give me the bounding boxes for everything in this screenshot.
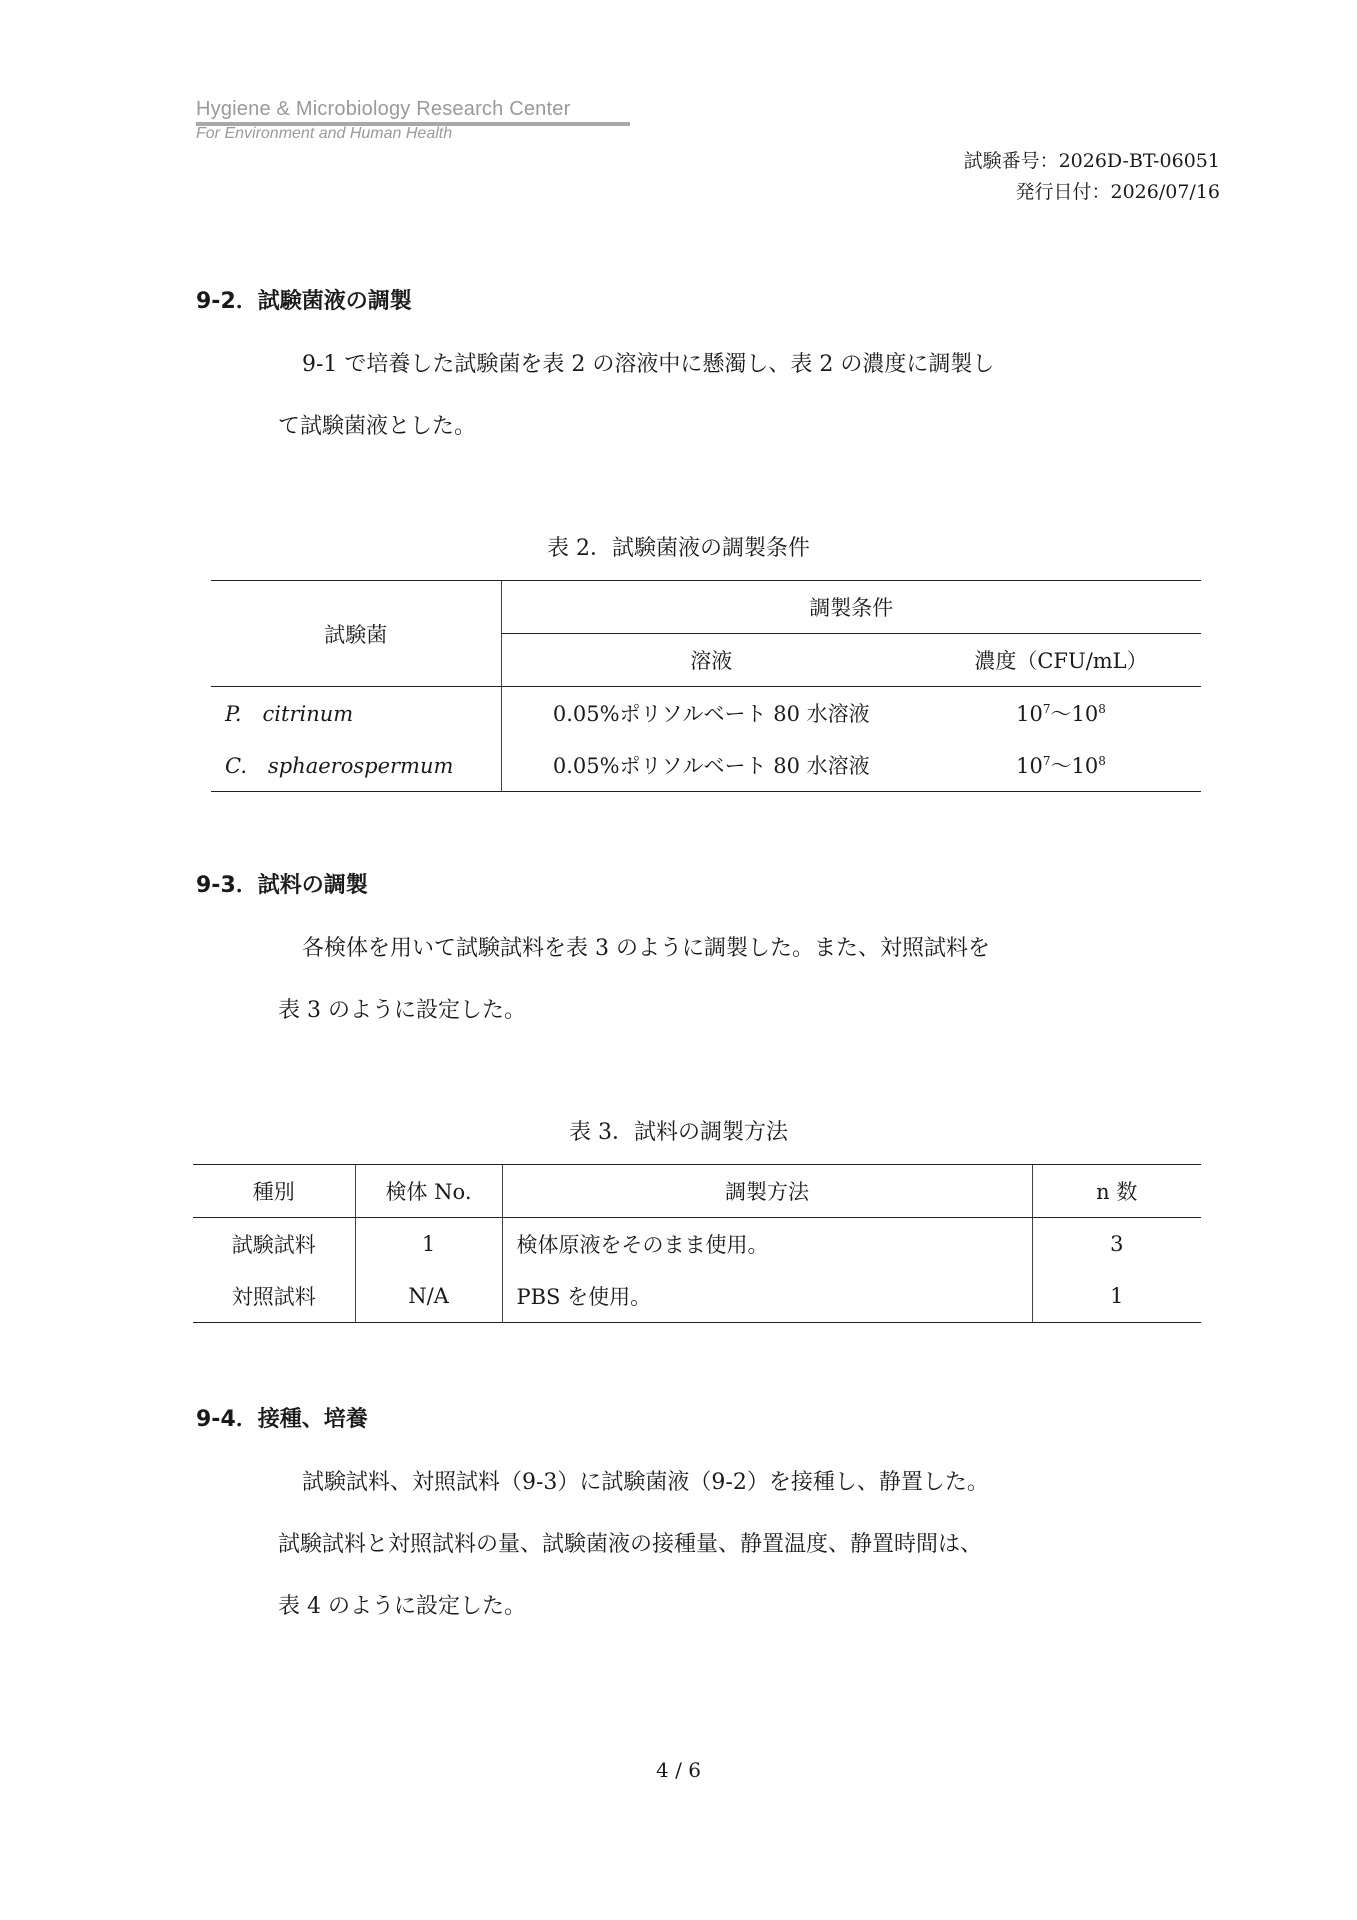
method-cell: PBS を使用。 — [502, 1270, 1032, 1323]
type-cell: 対照試料 — [193, 1270, 355, 1323]
organism-name: C. sphaerospermum — [211, 739, 501, 792]
conc-exponent: 8 — [1098, 702, 1106, 716]
conc-base: 10 — [1071, 754, 1099, 778]
table-3-header-type: 種別 — [193, 1165, 355, 1218]
table-3-header-specimen: 検体 No. — [355, 1165, 502, 1218]
conc-base: 10 — [1016, 702, 1043, 726]
solution-cell: 0.05%ポリソルベート 80 水溶液 — [501, 739, 921, 792]
section-9-2-paragraph-line1: 9-1 で培養した試験菌を表 2 の溶液中に懸濁し、表 2 の濃度に調製し — [302, 352, 995, 377]
page-number: 4 / 6 — [656, 1758, 701, 1782]
section-heading-9-3: 9-3．試料の調製 — [196, 873, 368, 898]
table-2-caption: 表 2．試験菌液の調製条件 — [547, 536, 810, 561]
section-9-4-paragraph-line1: 試験試料、対照試料（9-3）に試験菌液（9-2）を接種し、静置した。 — [302, 1470, 989, 1495]
table-3-header-method: 調製方法 — [502, 1165, 1032, 1218]
table-row — [211, 687, 1201, 740]
section-9-3-paragraph-line1: 各検体を用いて試験試料を表 3 のように調製した。また、対照試料を — [302, 936, 990, 961]
table-2-header-concentration: 濃度（CFU/mL） — [921, 634, 1201, 687]
conc-base: 10 — [1016, 754, 1043, 778]
organism-name: P. citrinum — [225, 702, 354, 726]
table-2-header-solution: 溶液 — [501, 634, 921, 687]
section-heading-9-4: 9-4．接種、培養 — [196, 1407, 368, 1432]
issue-date: 発行日付：2026/07/16 — [1015, 181, 1220, 203]
n-cell: 3 — [1032, 1218, 1201, 1271]
section-9-4-paragraph-line2: 試験試料と対照試料の量、試験菌液の接種量、静置温度、静置時間は、 — [278, 1532, 983, 1557]
conc-base: 10 — [1071, 702, 1099, 726]
solution-cell: 0.05%ポリソルベート 80 水溶液 — [501, 687, 921, 740]
section-9-3-paragraph-line2: 表 3 のように設定した。 — [278, 998, 526, 1023]
conc-exponent: 8 — [1098, 754, 1106, 768]
n-cell: 1 — [1032, 1270, 1201, 1323]
table-2-header-organism: 試験菌 — [211, 581, 501, 687]
table-row — [193, 1218, 1201, 1271]
concentration-cell — [921, 687, 1201, 740]
specimen-cell: N/A — [355, 1270, 502, 1323]
method-cell: 検体原液をそのまま使用。 — [502, 1218, 1032, 1271]
conc-exponent: 7 — [1042, 702, 1051, 716]
section-heading-9-2: 9-2．試験菌液の調製 — [196, 289, 412, 314]
table-2 — [211, 580, 1201, 792]
type-cell: 試験試料 — [231, 1233, 316, 1257]
conc-separator: ～ — [1050, 754, 1072, 778]
test-number: 試験番号：2026D-BT-06051 — [963, 150, 1220, 172]
conc-exponent: 7 — [1042, 754, 1051, 768]
concentration-cell — [921, 739, 1201, 792]
table-row — [211, 739, 1201, 792]
org-tagline: For Environment and Human Health — [196, 125, 453, 142]
section-9-2-paragraph-line2: て試験菌液とした。 — [278, 414, 477, 439]
table-3-header-n: n 数 — [1032, 1165, 1201, 1218]
section-9-4-paragraph-line3: 表 4 のように設定した。 — [278, 1594, 526, 1619]
conc-separator: ～ — [1050, 702, 1072, 726]
table-2-header-conditions: 調製条件 — [501, 581, 1201, 634]
table-row — [193, 1270, 1201, 1323]
table-3 — [193, 1164, 1201, 1323]
org-name: Hygiene & Microbiology Research Center — [196, 98, 571, 120]
specimen-cell: 1 — [355, 1218, 502, 1271]
table-3-caption: 表 3．試料の調製方法 — [569, 1120, 788, 1145]
